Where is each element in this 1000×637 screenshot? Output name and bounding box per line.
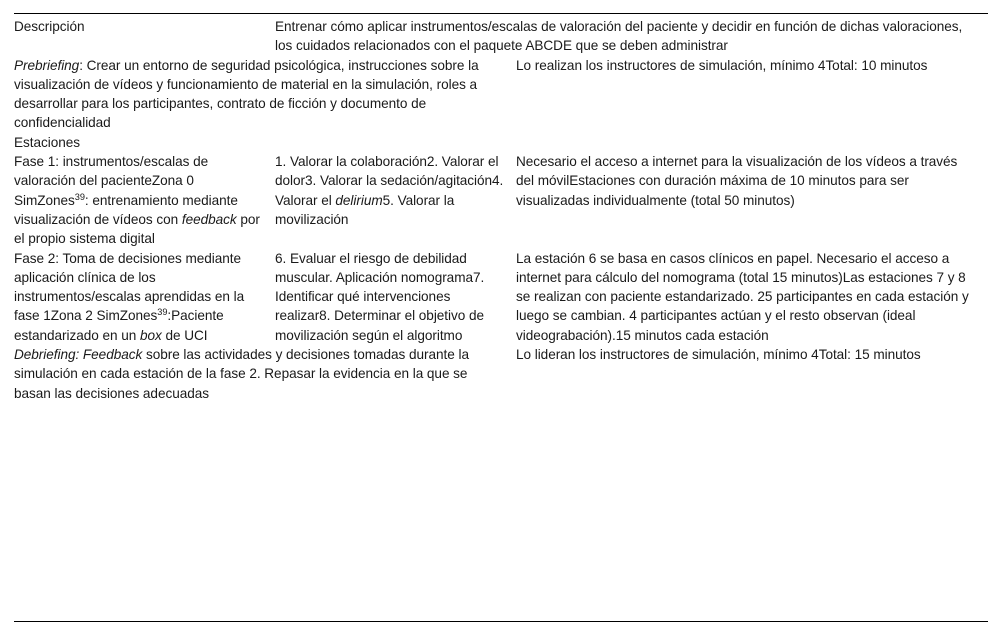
row-descripcion-label: Descripción	[14, 19, 85, 34]
fase1-reference-marker: 39	[74, 191, 85, 202]
row-descripcion-text: Entrenar cómo aplicar instrumentos/escalas de valoración del paciente y decidir en función de dichas valoraciones, los cuidados relacionados con el paquete ABCDE que se deben administrar	[275, 19, 963, 54]
row-fase2-stations: 6. Evaluar el riesgo de debilidad muscular. Aplicación nomograma7. Identificar qué intervenciones realizar8. Determinar el objetivo de movilización según el algoritmo	[275, 250, 485, 343]
fase1-text-a: Fase 1: instrumentos/escalas de valoración del pacienteZona 0 SimZones	[14, 154, 209, 208]
simulation-program-table	[14, 17, 988, 403]
row-prebriefing-text	[14, 56, 516, 152]
table-row	[14, 17, 988, 56]
prebriefing-term: Prebriefing	[14, 57, 80, 73]
table-bottom-rule	[14, 621, 988, 622]
fase1-text-b: : entrenamiento mediante visualización de vídeos con	[14, 192, 238, 227]
row-fase2-notes: La estación 6 se basa en casos clínicos en papel. Necesario el acceso a internet para cálculo del nomograma (total 15 minutos)Las estaciones 7 y 8 se realizan con paciente estandarizado. 25 participantes en cada estación y luego se cambian. 4 participantes actúan y el resto observan (ideal videograbación).15 minutos cada estación	[516, 250, 969, 343]
fase2-text-b: :Paciente estandarizado en un	[14, 308, 224, 343]
table-row	[14, 152, 988, 248]
fase2-reference-marker: 39	[157, 307, 168, 318]
table-row	[14, 345, 988, 403]
prebriefing-rest: : Crear un entorno de seguridad psicológica, instrucciones sobre la visualización de vídeos y funcionamiento de material en la simulación, roles a desarrollar para los participantes, contrato de ficción y documento de confidencialidad	[14, 57, 479, 131]
feedback-term: feedback	[181, 211, 237, 227]
table-top-rule	[14, 13, 988, 14]
table-row	[14, 249, 988, 345]
row-fase1-stations	[275, 152, 516, 248]
table-row	[14, 56, 988, 152]
fase2-text-c: de UCI	[161, 327, 208, 343]
row-fase2-description	[14, 249, 275, 345]
row-debriefing-notes: Lo lideran los instructores de simulación, mínimo 4Total: 15 minutos	[516, 347, 921, 363]
delirium-term: delirium	[335, 192, 383, 208]
fase1-text-c: por el propio sistema digital	[14, 211, 260, 247]
fase2-text-a: Fase 2: Toma de decisiones mediante aplicación clínica de los instrumentos/escalas aprendidas en la fase 1Zona 2 SimZones	[14, 250, 245, 324]
row-prebriefing-notes: Lo realizan los instructores de simulación, mínimo 4Total: 10 minutos	[516, 57, 928, 73]
box-term: box	[139, 327, 162, 343]
row-debriefing-text	[14, 345, 516, 403]
debriefing-term: Debriefing: Feedback	[14, 347, 143, 363]
row-fase1-notes: Necesario el acceso a internet para la visualización de los vídeos a través del móvilEstaciones con duración máxima de 10 minutos para ser visualizadas individualmente (total 50 minutos)	[516, 154, 958, 208]
estaciones-heading: Estaciones	[14, 134, 80, 150]
debriefing-rest: sobre las actividades y decisiones tomadas durante la simulación en cada estación de la fase 2. Repasar la evidencia en la que se basan las decisiones adecuadas	[14, 347, 469, 401]
fase1-stations-b: 5. Valorar la movilización	[275, 192, 455, 227]
row-fase1-description	[14, 152, 275, 248]
fase1-stations-a: 1. Valorar la colaboración2. Valorar el dolor3. Valorar la sedación/agitación4. Valorar el	[275, 154, 504, 208]
